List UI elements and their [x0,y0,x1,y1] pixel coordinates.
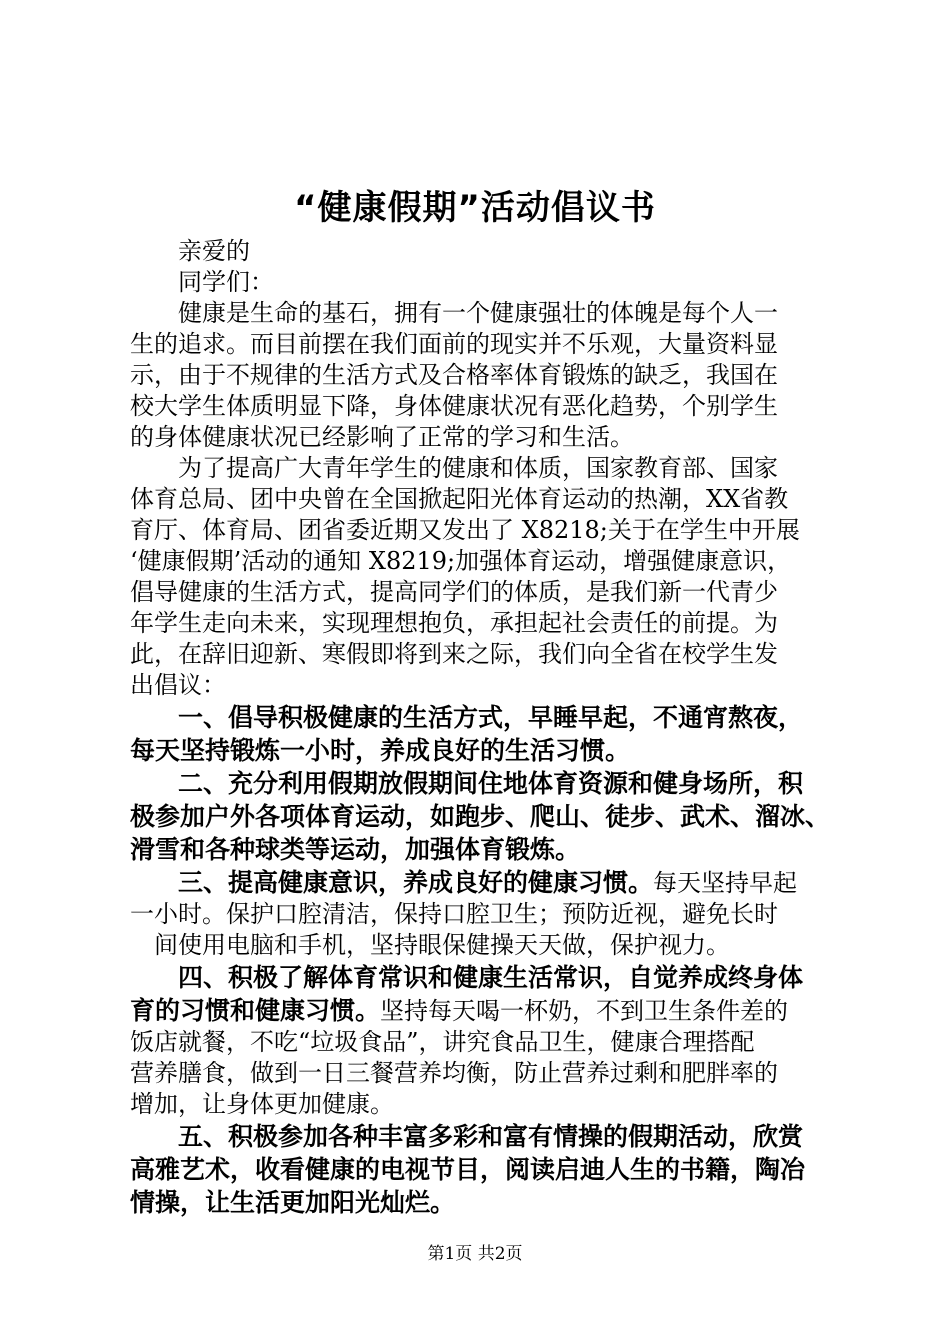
proposal-item-3-line: 间使用电脑和手机，坚持眼保健操天天做，保护视力。 [154,931,730,959]
proposal-item-4-line [130,994,832,1027]
proposal-item-1-line: 一、倡导积极健康的生活方式，早睡早起，不通宵熬夜， [178,703,804,732]
paragraph-line: 育厅、体育局、团省委近期又发出了 X8218;关于在学生中开展 [130,516,800,544]
document-body [130,236,832,1219]
paragraph-line: 出倡议： [130,671,226,699]
proposal-item-5-line: 情操，让生活更加阳光灿烂。 [130,1188,456,1217]
greeting-line: 同学们： [178,268,274,296]
proposal-item-4-line: 四、积极了解体育常识和健康生活常识，自觉养成终身体 [178,963,804,992]
proposal-item-4-line: 饭店就餐，不吃“垃圾食品”，讲究食品卫生，健康合理搭配 [130,1028,755,1056]
proposal-item-5-line: 五、积极参加各种丰富多彩和富有情操的假期活动，欣赏 [178,1122,804,1151]
paragraph-line: 校大学生体质明显下降，身体健康状况有恶化趋势，个别学生 [130,392,778,420]
proposal-item-4-line: 营养膳食，做到一日三餐营养均衡，防止营养过剩和肥胖率的 [130,1059,778,1087]
paragraph-line: 的身体健康状况已经影响了正常的学习和生活。 [130,423,634,451]
proposal-item-4-text: 坚持每天喝一杯奶，不到卫生条件差的 [380,997,789,1025]
proposal-item-4-heading: 育的习惯和健康习惯。 [130,996,381,1025]
proposal-item-3-line: 一小时。保护口腔清洁，保持口腔卫生；预防近视，避免长时 [130,900,778,928]
proposal-item-3-heading: 三、提高健康意识，养成良好的健康习惯。 [178,868,654,897]
paragraph-line: ‘健康假期’活动的通知 X8219;加强体育运动，增强健康意识， [130,547,792,575]
paragraph-line: 示，由于不规律的生活方式及合格率体育锻炼的缺乏，我国在 [130,361,778,389]
page-footer: 第1页 共2页 [427,1244,523,1264]
proposal-item-3-text: 每天坚持早起 [653,869,798,897]
proposal-item-2-line: 极参加户外各项体育运动，如跑步、爬山、徒步、武术、溜冰、 [130,802,831,831]
proposal-item-5-line: 高雅艺术，收看健康的电视节目，阅读启迪人生的书籍，陶冶 [130,1155,806,1184]
paragraph-line: 倡导健康的生活方式，提高同学们的体质，是我们新一代青少 [130,578,778,606]
greeting-line: 亲爱的 [178,237,250,265]
paragraph-line: 此，在辞旧迎新、寒假即将到来之际，我们向全省在校学生发 [130,640,778,668]
document-title: “健康假期”活动倡议书 [294,188,656,228]
paragraph-line: 年学生走向未来，实现理想抱负，承担起社会责任的前提。为 [130,609,778,637]
paragraph-line: 健康是生命的基石，拥有一个健康强壮的体魄是每个人一 [178,299,778,327]
paragraph-line: 生的追求。而目前摆在我们面前的现实并不乐观，大量资料显 [130,330,778,358]
proposal-item-2-line: 滑雪和各种球类等运动，加强体育锻炼。 [130,835,581,864]
proposal-item-4-line: 增加，让身体更加健康。 [130,1090,394,1118]
paragraph-line: 体育总局、团中央曾在全国掀起阳光体育运动的热潮，XX省教 [130,485,789,513]
proposal-item-2-line: 二、充分利用假期放假期间住地体育资源和健身场所，积 [178,769,804,798]
proposal-item-3-line [130,866,832,899]
paragraph-line: 为了提高广大青年学生的健康和体质，国家教育部、国家 [178,454,778,482]
proposal-item-1-line: 每天坚持锻炼一小时，养成良好的生活习惯。 [130,736,631,765]
